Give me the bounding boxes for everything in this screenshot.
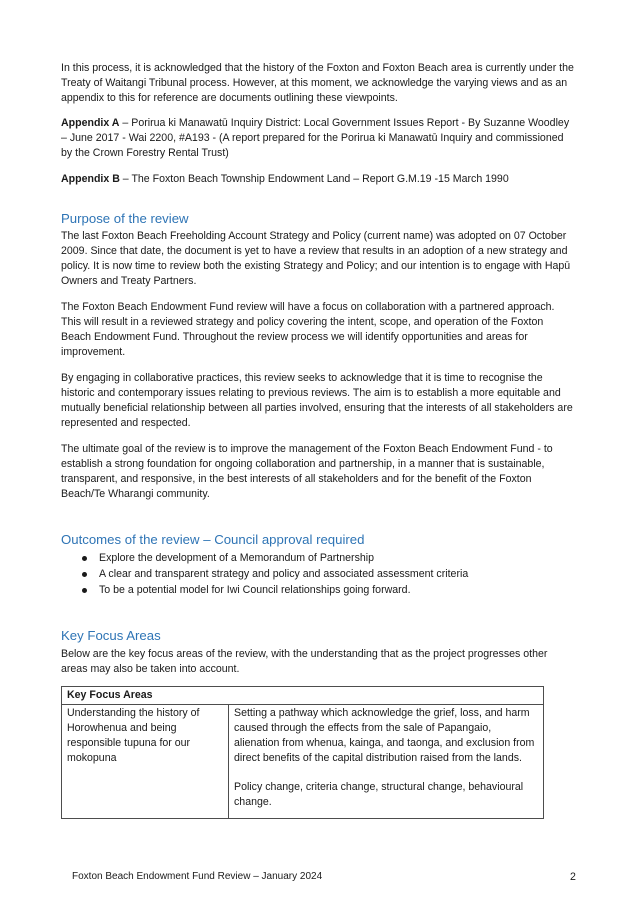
outcome-item bbox=[61, 582, 576, 598]
key-focus-heading: Key Focus Areas bbox=[61, 628, 161, 643]
outcomes-list bbox=[61, 550, 576, 598]
table-cell-area: Understanding the history of Horowhenua and being responsible tupuna for our mokopuna bbox=[62, 705, 229, 819]
table-row bbox=[62, 705, 544, 819]
appendix-a-label: Appendix A bbox=[61, 117, 120, 129]
purpose-heading: Purpose of the review bbox=[61, 211, 189, 226]
outcome-text: To be a potential model for Iwi Council relationships going forward. bbox=[99, 584, 411, 596]
bullet-icon bbox=[82, 572, 87, 577]
appendix-b-paragraph bbox=[61, 172, 576, 187]
outcome-text: Explore the development of a Memorandum of Partnership bbox=[99, 552, 374, 564]
cell-padding bbox=[234, 810, 538, 817]
outcome-item bbox=[61, 566, 576, 582]
appendix-a-text: – Porirua ki Manawatū Inquiry District: Local Government Issues Report - By Suzanne Woodley – June 2017 - Wai 2200, #A193 - (A report prepared for the Porirua ki Manawatū Inquiry and commissioned by the Crown Forestry Rental Trust) bbox=[61, 117, 570, 159]
table-cell-description bbox=[229, 705, 544, 819]
paragraph-gap bbox=[234, 766, 538, 780]
purpose-paragraph-1: The last Foxton Beach Freeholding Account Strategy and Policy (current name) was adopted on 07 October 2009. Since that date, the document is yet to have a review that results in an adoption of a new strategy and policy. It is now time to review both the existing Strategy and Policy; and our intention is to engage with Hapū Owners and Treaty Partners. bbox=[61, 230, 571, 287]
outcome-text: A clear and transparent strategy and policy and associated assessment criteria bbox=[99, 568, 469, 580]
table-header-cell: Key Focus Areas bbox=[62, 687, 544, 705]
appendix-b-text: – The Foxton Beach Township Endowment Land – Report G.M.19 -15 March 1990 bbox=[119, 173, 509, 185]
bullet-icon bbox=[82, 556, 87, 561]
description-paragraph-1: Setting a pathway which acknowledge the grief, loss, and harm caused through the effects from the sale of Papangaio, alienation from whenua, kainga, and taonga, and exclusion from direct benefits of the capital distribution raised from the lands. bbox=[234, 707, 535, 764]
outcomes-heading: Outcomes of the review – Council approval required bbox=[61, 532, 365, 547]
purpose-paragraph-3: By engaging in collaborative practices, this review seeks to acknowledge that it is time to recognise the historic and contemporary issues relating to previous reviews. The aim is to establish a more equitable and mutually beneficial relationship between all parties involved, ensuring that the interests of all stakeholders are represented and respected. bbox=[61, 372, 573, 429]
description-paragraph-2: Policy change, criteria change, structural change, behavioural change. bbox=[234, 781, 524, 808]
key-focus-table bbox=[61, 686, 544, 819]
purpose-paragraph-2: The Foxton Beach Endowment Fund review will have a focus on collaboration with a partnered approach. This will result in a reviewed strategy and policy covering the intent, scope, and operation of the Foxton Beach Endowment Fund. Throughout the review process we will identify opportunities and areas for improvement. bbox=[61, 301, 555, 358]
footer-text: Foxton Beach Endowment Fund Review – January 2024 bbox=[72, 871, 323, 882]
key-focus-intro: Below are the key focus areas of the review, with the understanding that as the project progresses other areas may also be taken into account. bbox=[61, 648, 548, 675]
bullet-icon bbox=[82, 588, 87, 593]
outcome-item bbox=[61, 550, 576, 566]
appendix-a-paragraph bbox=[61, 116, 576, 161]
table-header-row bbox=[62, 687, 544, 705]
purpose-paragraph-4: The ultimate goal of the review is to improve the management of the Foxton Beach Endowment Fund - to establish a strong foundation for ongoing collaboration and partnership, in a manner that is sustainable, transparent, and responsive, in the best interests of all stakeholders and for the benefit of the Foxton Beach/Te Wharangi community. bbox=[61, 443, 553, 500]
appendix-b-label: Appendix B bbox=[61, 173, 120, 185]
intro-paragraph: In this process, it is acknowledged that the history of the Foxton and Foxton Beach area is currently under the Treaty of Waitangi Tribunal process. However, at this moment, we acknowledge the varying views and as an appendix to this for reference are documents outlining these viewpoints. bbox=[61, 62, 574, 104]
page-number: 2 bbox=[570, 871, 576, 883]
